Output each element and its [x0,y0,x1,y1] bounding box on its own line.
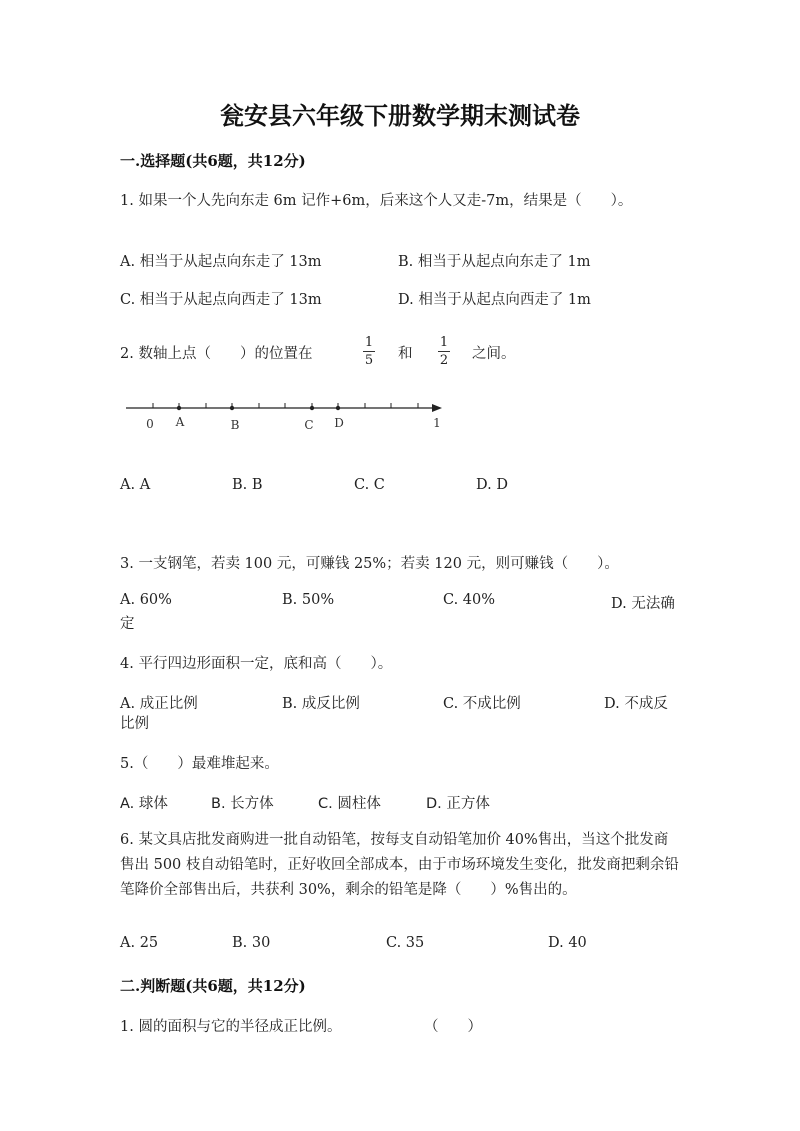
number-line-figure [120,395,460,440]
number-line-label-b: B [230,418,240,432]
section-heading-judgement: 二.判断题(共6题，共12分) [120,977,306,995]
question-4-option-b: B. 成反比例 [282,696,360,712]
question-5-option-b: B. 长方体 [211,796,274,812]
fraction-bar [363,351,375,352]
point-d-dot [336,406,340,410]
question-4-option-a: A. 成正比例 [120,696,198,712]
question-3-option-d: D. 无法确 [611,596,675,612]
question-6-option-d: D. 40 [548,935,587,951]
question-5-stem: 5.（ ）最难堆起来。 [120,756,279,772]
judgement-1-answer-blank: （ ） [424,1019,482,1035]
point-b-dot [230,406,234,410]
page-title: 瓮安县六年级下册数学期末测试卷 [220,101,580,130]
question-2-option-b: B. B [232,477,263,493]
number-line-label-c: C [304,418,314,432]
question-1-option-b: B. 相当于从起点向东走了 1m [398,254,591,270]
fraction-one-half [436,335,452,368]
question-2-suffix: 之间。 [472,346,516,362]
question-2-option-c: C. C [354,477,385,493]
question-5-option-a: A. 球体 [120,796,168,812]
question-4-option-d: D. 不成反 [604,696,668,712]
question-4-option-d-wrap: 比例 [120,716,149,732]
question-1-stem: 1. 如果一个人先向东走 6m 记作+6m，后来这个人又走-7m，结果是（ ）。 [120,193,633,209]
point-c-dot [310,406,314,410]
question-4-stem: 4. 平行四边形面积一定，底和高（ ）。 [120,656,393,672]
number-line-ticks [153,403,418,408]
question-1-option-a: A. 相当于从起点向东走了 13m [120,254,322,270]
point-a-dot [177,406,181,410]
question-2-prefix: 2. 数轴上点（ ）的位置在 [120,346,313,362]
number-line-label-one: 1 [433,416,441,430]
question-2-option-d: D. D [476,477,508,493]
question-3-option-d-wrap: 定 [120,616,135,632]
fraction-bar [438,351,450,352]
question-1-option-c: C. 相当于从起点向西走了 13m [120,292,322,308]
fraction-denominator: 2 [439,353,449,368]
question-3-option-a: A. 60% [120,592,172,608]
judgement-1-stem: 1. 圆的面积与它的半径成正比例。 [120,1019,342,1035]
section-heading-choice: 一.选择题(共6题，共12分) [120,152,306,170]
question-1-option-d: D. 相当于从起点向西走了 1m [398,292,591,308]
question-2-and: 和 [398,346,413,362]
fraction-denominator: 5 [364,353,374,368]
question-6-option-c: C. 35 [386,935,425,951]
question-3-option-c: C. 40% [443,592,496,608]
question-5-option-c: C. 圆柱体 [318,796,381,812]
question-5-option-d: D. 正方体 [426,796,490,812]
question-6-option-b: B. 30 [232,935,271,951]
number-line-label-a: A [175,415,185,429]
question-2-option-a: A. A [120,477,151,493]
question-6-stem: 6. 某文具店批发商购进一批自动铅笔，按每支自动铅笔加价 40%售出，当这个批发商售出 500 枝自动铅笔时，正好收回全部成本，由于市场环境发生变化，批发商把剩余铅笔降价全部售出后，共获利 30%，剩余的铅笔是降（ ）%售出的。 [120,832,679,898]
number-line-label-zero: 0 [146,417,154,431]
fraction-one-fifth [361,335,377,368]
question-3-option-b: B. 50% [282,592,335,608]
fraction-numerator: 1 [439,335,449,350]
number-line-arrow [432,404,442,412]
question-4-option-c: C. 不成比例 [443,696,521,712]
fraction-numerator: 1 [364,335,374,350]
question-6-option-a: A. 25 [120,935,159,951]
question-3-stem: 3. 一支钢笔，若卖 100 元，可赚钱 25%；若卖 120 元，则可赚钱（ ）。 [120,556,619,572]
number-line-label-d: D [334,416,344,430]
